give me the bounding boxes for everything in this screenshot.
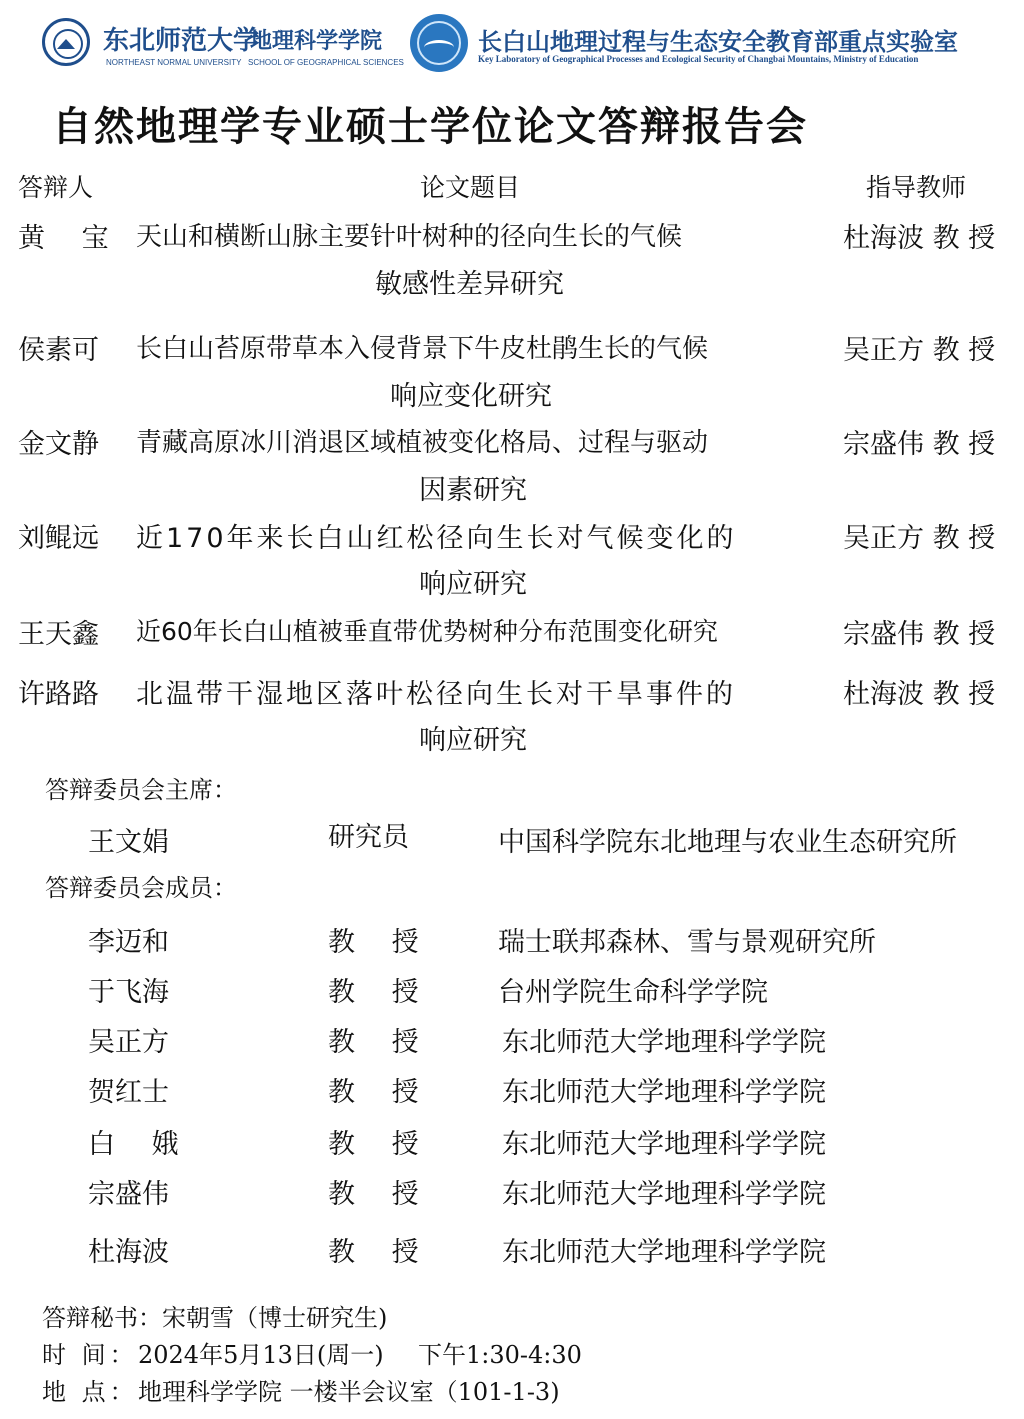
committee-affiliation: 台州学院生命科学学院 xyxy=(498,977,768,1008)
defender-name: 侯素可 xyxy=(18,335,99,366)
advisor-name: 杜海波 教 授 xyxy=(843,679,996,710)
committee-affiliation: 东北师范大学地理科学学院 xyxy=(502,1237,826,1268)
committee-rank: 教 授 xyxy=(328,1179,433,1210)
lab-name-en: Key Laboratory of Geographical Processes and Ecological Security of Changbai Mountains, Ministry of Education xyxy=(478,54,919,64)
committee-name: 李迈和 xyxy=(88,927,169,958)
committee-affiliation: 东北师范大学地理科学学院 xyxy=(502,1077,826,1108)
committee-chair-label: 答辩委员会主席： xyxy=(45,776,237,804)
column-header-defender: 答辩人 xyxy=(18,173,94,202)
committee-rank: 教 授 xyxy=(328,1027,433,1058)
defender-name: 王天鑫 xyxy=(18,619,99,650)
committee-affiliation: 东北师范大学地理科学学院 xyxy=(502,1027,826,1058)
college-name-en: SCHOOL OF GEOGRAPHICAL SCIENCES xyxy=(248,58,404,67)
school-name-cn: 东北师范大学 xyxy=(103,26,260,56)
column-header-thesis: 论文题目 xyxy=(420,173,521,202)
thesis-title-line2: 敏感性差异研究 xyxy=(375,269,564,300)
defender-name: 黄 宝 xyxy=(18,223,123,254)
committee-affiliation: 东北师范大学地理科学学院 xyxy=(502,1129,826,1160)
thesis-title-line1: 青藏高原冰川消退区域植被变化格局、过程与驱动 xyxy=(136,428,709,458)
committee-rank: 教 授 xyxy=(328,1077,433,1108)
committee-rank: 教 授 xyxy=(328,1129,433,1160)
secretary-line: 答辩秘书：宋朝雪（博士研究生) xyxy=(42,1304,388,1332)
committee-rank: 研究员 xyxy=(328,822,409,853)
thesis-title-line2: 响应研究 xyxy=(419,569,527,600)
college-name-cn: 地理科学学院 xyxy=(250,28,383,54)
page-title: 自然地理学专业硕士学位论文答辩报告会 xyxy=(52,104,808,150)
committee-rank: 教 授 xyxy=(328,927,433,958)
committee-name: 贺红士 xyxy=(88,1077,169,1108)
committee-name: 王文娟 xyxy=(88,827,169,858)
committee-affiliation: 中国科学院东北地理与农业生态研究所 xyxy=(498,827,957,858)
lab-emblem-icon xyxy=(410,14,468,72)
thesis-title-line2: 因素研究 xyxy=(419,475,527,506)
time-label: 时 间： xyxy=(42,1341,138,1369)
thesis-title-line1: 长白山苔原带草本入侵背景下牛皮杜鹃生长的气候 xyxy=(136,334,709,364)
committee-name: 宗盛伟 xyxy=(88,1179,169,1210)
advisor-name: 宗盛伟 教 授 xyxy=(843,429,996,460)
thesis-title-line1: 近60年长白山植被垂直带优势树种分布范围变化研究 xyxy=(136,617,718,646)
committee-affiliation: 东北师范大学地理科学学院 xyxy=(502,1179,826,1210)
committee-rank: 教 授 xyxy=(328,1237,433,1268)
thesis-title-line1: 近170年来长白山红松径向生长对气候变化的 xyxy=(136,523,737,554)
defender-name: 许路路 xyxy=(18,679,99,710)
lab-name-cn: 长白山地理过程与生态安全教育部重点实验室 xyxy=(478,28,958,56)
advisor-name: 杜海波 教 授 xyxy=(843,223,996,254)
advisor-name: 吴正方 教 授 xyxy=(843,335,996,366)
column-header-advisor: 指导教师 xyxy=(866,173,967,202)
thesis-title-line2: 响应研究 xyxy=(419,725,527,756)
committee-name: 吴正方 xyxy=(88,1027,169,1058)
place-label: 地 点： xyxy=(42,1378,138,1406)
advisor-name: 吴正方 教 授 xyxy=(843,523,996,554)
thesis-title-line1: 天山和横断山脉主要针叶树种的径向生长的气候 xyxy=(136,222,683,252)
thesis-title-line2: 响应变化研究 xyxy=(390,381,552,412)
committee-name: 白 娥 xyxy=(88,1129,193,1160)
committee-rank: 教 授 xyxy=(328,977,433,1008)
defender-name: 刘鲲远 xyxy=(18,523,99,554)
university-seal-icon xyxy=(42,18,90,66)
time-afternoon: 下午1:30-4:30 xyxy=(418,1341,582,1369)
school-name-en: NORTHEAST NORMAL UNIVERSITY xyxy=(106,58,242,67)
time-value: 2024年5月13日(周一) xyxy=(138,1341,384,1369)
committee-name: 于飞海 xyxy=(88,977,169,1008)
advisor-name: 宗盛伟 教 授 xyxy=(843,619,996,650)
committee-affiliation: 瑞士联邦森林、雪与景观研究所 xyxy=(498,927,876,958)
committee-members-label: 答辩委员会成员： xyxy=(45,874,237,902)
place-value: 地理科学学院 一楼半会议室（101-1-3) xyxy=(138,1378,560,1406)
thesis-title-line1: 北温带干湿地区落叶松径向生长对干旱事件的 xyxy=(136,679,736,710)
committee-name: 杜海波 xyxy=(88,1237,169,1268)
defender-name: 金文静 xyxy=(18,429,99,460)
